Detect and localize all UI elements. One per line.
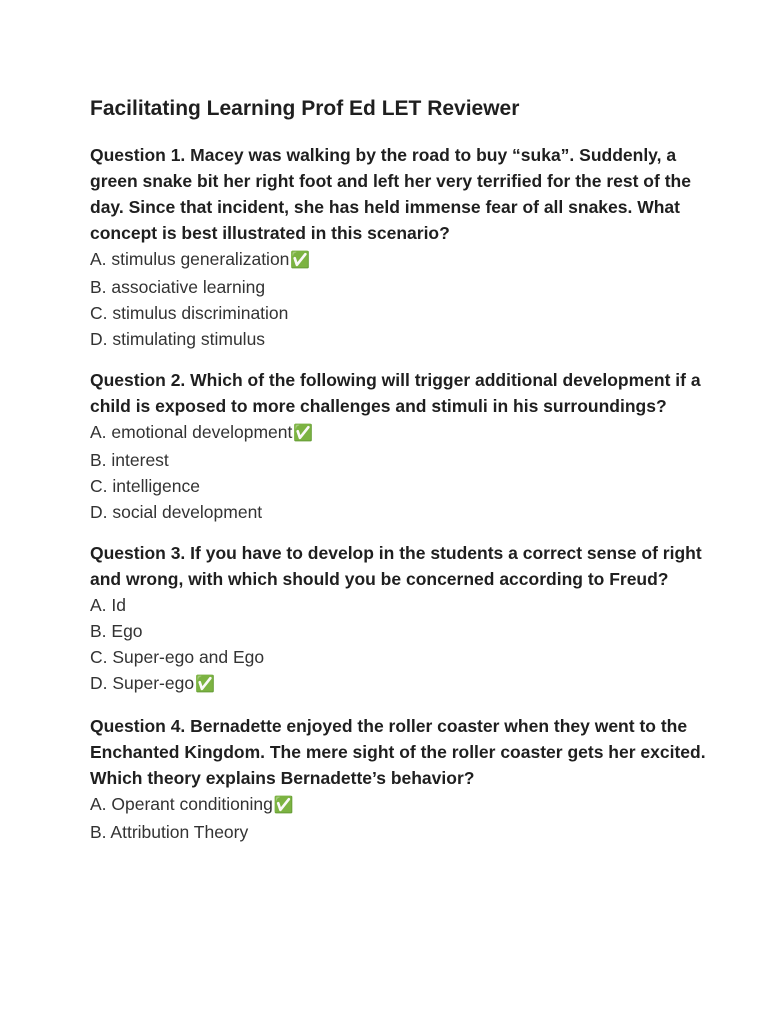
question-text: Question 1. Macey was walking by the road to buy “suka”. Suddenly, a green snake bit her right foot and left her very terrified for the rest of the day. Since that incident, she has held immense fear of all snakes. What concept is best illustrated in this scenario? xyxy=(90,145,691,243)
answer-option xyxy=(90,592,708,618)
check-mark-icon: ✅ xyxy=(273,797,294,814)
answer-option xyxy=(90,670,708,698)
answer-option-label: C. Super-ego and Ego xyxy=(90,647,265,667)
answer-options xyxy=(90,419,708,525)
question-text: Question 4. Bernadette enjoyed the roller coaster when they went to the Enchanted Kingdom. The mere sight of the roller coaster gets her excited. Which theory explains Bernadette’s behavior? xyxy=(90,716,706,788)
answer-option xyxy=(90,246,708,274)
answer-option-label: D. social development xyxy=(90,502,263,522)
answer-option xyxy=(90,499,708,525)
question-block-3 xyxy=(90,540,708,698)
answer-option xyxy=(90,618,708,644)
answer-option-label: D. Super-ego xyxy=(90,673,195,693)
answer-option-label: B. interest xyxy=(90,450,169,470)
answer-option xyxy=(90,791,708,819)
check-mark-icon: ✅ xyxy=(290,252,311,269)
answer-option xyxy=(90,644,708,670)
answer-option-label: B. Attribution Theory xyxy=(90,822,249,842)
answer-option-label: D. stimulating stimulus xyxy=(90,329,266,349)
answer-option xyxy=(90,300,708,326)
answer-option-label: C. intelligence xyxy=(90,476,200,496)
check-mark-icon: ✅ xyxy=(195,676,216,693)
question-text: Question 2. Which of the following will trigger additional development if a child is exposed to more challenges and stimuli in his surroundings? xyxy=(90,370,701,416)
answer-options xyxy=(90,246,708,352)
answer-option-label: A. stimulus generalization xyxy=(90,249,290,269)
answer-options xyxy=(90,592,708,698)
answer-option-label: B. associative learning xyxy=(90,277,266,297)
question-block-4 xyxy=(90,713,708,845)
answer-option xyxy=(90,419,708,447)
answer-option-label: A. Operant conditioning xyxy=(90,794,273,814)
page-title: Facilitating Learning Prof Ed LET Reviewer xyxy=(90,97,520,120)
answer-option xyxy=(90,447,708,473)
answer-options xyxy=(90,791,708,845)
check-mark-icon: ✅ xyxy=(293,425,314,442)
question-text: Question 3. If you have to develop in the students a correct sense of right and wrong, with which should you be concerned according to Freud? xyxy=(90,543,702,589)
answer-option xyxy=(90,274,708,300)
question-block-1 xyxy=(90,142,708,352)
question-list xyxy=(90,142,708,845)
answer-option xyxy=(90,819,708,845)
question-block-2 xyxy=(90,367,708,525)
answer-option xyxy=(90,473,708,499)
answer-option-label: C. stimulus discrimination xyxy=(90,303,289,323)
answer-option-label: A. Id xyxy=(90,595,126,615)
answer-option-label: A. emotional development xyxy=(90,422,293,442)
answer-option-label: B. Ego xyxy=(90,621,143,641)
answer-option xyxy=(90,326,708,352)
